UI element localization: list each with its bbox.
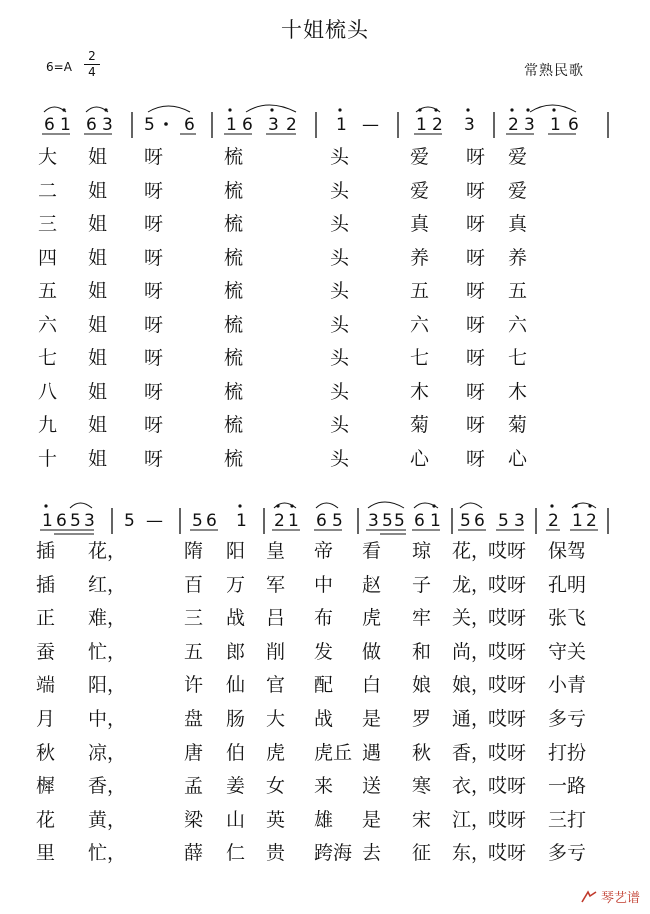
lyric-syllable: 是 [362,808,382,831]
verse-line [0,448,650,478]
svg-text:2: 2 [548,511,559,531]
svg-text:1: 1 [572,511,583,531]
lyric-syllable: 爱 [508,179,528,202]
lyric-syllable: 呀 [466,347,486,369]
lyric-syllable: 牢 [412,607,432,630]
lyric-syllable: 呀 [466,380,486,403]
lyric-syllable: 头 [330,280,350,302]
lyric-syllable: 头 [330,146,350,168]
verse-line [0,280,650,310]
svg-text:6: 6 [474,511,485,531]
verse-line [0,775,650,805]
lyric-syllable: 姐 [88,246,108,269]
verse-line [0,574,650,604]
lyric-syllable: 战 [314,708,334,730]
lyric-syllable: 正 [36,607,56,630]
lyric-syllable: 罗 [412,708,432,730]
lyric-syllable: 跨海 [314,842,353,865]
svg-text:5: 5 [144,115,155,135]
svg-text:3: 3 [268,115,279,135]
lyric-syllable: 头 [330,313,350,336]
lyric-syllable: 哎呀 [488,640,527,663]
lyric-syllable: 三打 [548,808,587,831]
lyric-syllable: 七 [38,347,58,369]
lyric-syllable: 万 [226,573,246,596]
verse-line [0,674,650,704]
lyric-syllable: 中， [88,708,127,730]
lyric-syllable: 梳 [224,179,244,202]
lyric-syllable: 虎丘 [314,741,353,764]
lyric-syllable: 来 [314,775,334,798]
lyric-syllable: 中 [314,573,334,596]
lyric-syllable: 守关 [548,640,587,663]
svg-text:6: 6 [242,115,253,135]
lyric-syllable: 东， [452,842,491,865]
lyric-syllable: 姐 [88,447,108,470]
lyric-syllable: 呀 [466,146,486,168]
lyric-syllable: 呀 [466,414,486,436]
lyric-syllable: 孟 [184,775,204,798]
lyric-syllable: 头 [330,447,350,470]
lyric-syllable: 发 [314,640,334,663]
lyric-syllable: 五 [38,280,58,302]
lyric-syllable: 五 [410,280,430,302]
key-signature: 6=A [46,60,72,74]
svg-text:1: 1 [236,511,247,531]
lyric-syllable: 张飞 [548,607,587,630]
staff-line-1 [20,98,630,148]
svg-text:2: 2 [274,511,285,531]
svg-text:3: 3 [102,115,113,135]
lyric-syllable: 难， [88,607,127,630]
svg-text:1: 1 [336,115,347,135]
lyric-syllable: 布 [314,607,334,630]
lyric-syllable: 龙， [452,573,491,596]
lyric-syllable: 六 [410,313,430,336]
lyric-syllable: 木 [508,380,528,403]
lyric-syllable: 去 [362,842,382,865]
svg-text:5: 5 [382,511,393,531]
lyric-syllable: 梳 [224,146,244,168]
lyric-syllable: 呀 [144,414,164,436]
lyric-syllable: 养 [410,246,430,269]
lyric-syllable: 呀 [466,246,486,269]
svg-text:3: 3 [524,115,535,135]
lyric-syllable: 伯 [226,741,246,764]
lyric-syllable: 尚， [452,640,491,663]
verse-line [0,146,650,176]
time-signature [84,50,100,79]
lyric-syllable: 呀 [144,179,164,202]
svg-text:1: 1 [550,115,561,135]
lyric-syllable: 头 [330,246,350,269]
lyric-syllable: 头 [330,213,350,235]
lyric-syllable: 菊 [508,414,528,436]
lyric-syllable: 吕 [266,607,286,630]
svg-text:1: 1 [430,511,441,531]
verse-line [0,708,650,738]
lyric-syllable: 皇 [266,540,286,562]
svg-text:6: 6 [184,115,195,135]
lyric-syllable: 心 [410,447,430,470]
lyric-syllable: 英 [266,808,286,831]
verse-line [0,540,650,570]
lyric-syllable: 忙， [88,842,127,865]
song-title: 十姐梳头 [281,18,369,42]
lyric-syllable: 黄， [88,808,127,831]
lyric-syllable: 姐 [88,179,108,202]
verse-line [0,607,650,637]
lyric-syllable: 真 [508,213,528,235]
lyric-syllable: 梳 [224,347,244,369]
lyric-syllable: 哎呀 [488,775,527,798]
svg-text:1: 1 [226,115,237,135]
meter-bottom: 4 [88,65,96,79]
lyric-syllable: 花， [88,540,127,562]
verse-line [0,180,650,210]
lyric-syllable: 木 [410,380,430,403]
lyric-syllable: 真 [410,213,430,235]
lyric-syllable: 贵 [266,842,286,865]
svg-text:2: 2 [508,115,519,135]
lyric-syllable: 关， [452,607,491,630]
lyric-syllable: 六 [38,313,58,336]
svg-text:5: 5 [394,511,405,531]
lyric-syllable: 呀 [144,380,164,403]
lyric-syllable: 子 [412,573,432,596]
lyric-syllable: 香， [452,741,491,764]
lyric-syllable: 姐 [88,213,108,235]
lyric-syllable: 保驾 [548,540,587,562]
lyric-syllable: 哎呀 [488,842,527,865]
lyric-syllable: 梳 [224,246,244,269]
lyric-syllable: 七 [508,347,528,369]
lyric-syllable: 花， [452,540,491,562]
svg-text:6: 6 [414,511,425,531]
svg-text:6: 6 [316,511,327,531]
lyric-syllable: 哎呀 [488,808,527,831]
lyric-syllable: 呀 [466,447,486,470]
lyric-syllable: 看 [362,540,382,562]
lyric-syllable: 呀 [466,213,486,235]
svg-text:6: 6 [44,115,55,135]
svg-text:5: 5 [192,511,203,531]
svg-text:1: 1 [42,511,53,531]
lyric-syllable: 十 [38,447,58,470]
svg-text:5: 5 [70,511,81,531]
lyric-syllable: 哎呀 [488,674,527,697]
svg-text:5: 5 [460,511,471,531]
lyric-syllable: 九 [38,414,58,436]
lyric-syllable: 梳 [224,447,244,470]
lyric-syllable: 香， [88,775,127,798]
lyric-syllable: 七 [410,347,430,369]
lyric-syllable: 小青 [548,674,587,697]
lyric-syllable: 插 [36,573,56,596]
watermark-text: 琴艺谱 [600,891,640,906]
lyric-syllable: 爱 [410,179,430,202]
svg-text:—: — [362,115,379,135]
lyric-syllable: 盘 [184,708,204,730]
watermark [580,887,640,906]
lyric-syllable: 孔明 [548,573,587,596]
lyric-syllable: 梳 [224,380,244,403]
lyric-syllable: 心 [508,447,528,470]
lyric-syllable: 女 [266,775,286,798]
svg-text:1: 1 [288,511,299,531]
lyric-syllable: 五 [184,640,204,663]
verse-line [0,414,650,444]
svg-text:2: 2 [586,511,597,531]
lyric-syllable: 削 [266,640,286,663]
lyric-syllable: 宋 [412,808,432,831]
lyric-syllable: 梳 [224,313,244,336]
svg-text:2: 2 [432,115,443,135]
verse-line [0,314,650,344]
svg-text:3: 3 [368,511,379,531]
lyric-syllable: 虎 [362,607,382,630]
svg-text:6: 6 [56,511,67,531]
lyric-syllable: 秋 [36,741,56,764]
lyric-syllable: 军 [266,573,286,596]
svg-text:1: 1 [416,115,427,135]
svg-text:5: 5 [332,511,343,531]
lyric-syllable: 忙， [88,640,127,663]
lyric-syllable: 配 [314,674,334,697]
svg-text:3: 3 [464,115,475,135]
lyric-syllable: 八 [38,380,58,403]
lyric-syllable: 是 [362,708,382,730]
composer-credit: 常熟民歌 [524,63,584,79]
lyric-syllable: 隋 [184,540,204,562]
svg-text:3: 3 [514,511,525,531]
lyric-syllable: 哎呀 [488,540,527,562]
lyric-syllable: 官 [266,674,286,697]
lyric-syllable: 养 [508,246,528,269]
lyric-syllable: 郎 [226,640,246,663]
lyric-syllable: 和 [412,640,432,663]
svg-text:3: 3 [84,511,95,531]
lyric-syllable: 雄 [314,808,334,831]
verse-line [0,842,650,872]
lyric-syllable: 娘 [412,674,432,697]
lyric-syllable: 里 [36,842,56,865]
lyric-syllable: 蚕 [36,640,56,663]
lyric-syllable: 红， [88,573,127,596]
lyric-syllable: 梁 [184,808,204,831]
lyric-syllable: 梳 [224,280,244,302]
lyric-syllable: 大 [266,708,286,730]
lyric-syllable: 爱 [410,146,430,168]
lyric-syllable: 呀 [144,313,164,336]
verse-line [0,381,650,411]
lyric-syllable: 肠 [226,708,246,730]
lyric-syllable: 呀 [144,447,164,470]
lyric-syllable: 哎呀 [488,607,527,630]
verse-line [0,809,650,839]
lyric-syllable: 白 [362,674,382,697]
lyric-syllable: 琼 [412,540,432,562]
lyric-syllable: 打扮 [548,741,587,764]
lyric-syllable: 梳 [224,414,244,436]
lyric-syllable: 呀 [144,246,164,269]
lyric-syllable: 百 [184,573,204,596]
lyric-syllable: 头 [330,179,350,202]
lyric-syllable: 梳 [224,213,244,235]
lyric-syllable: 大 [38,146,58,168]
lyric-syllable: 江， [452,808,491,831]
lyric-syllable: 寒 [412,775,432,798]
lyric-syllable: 哎呀 [488,708,527,730]
lyric-syllable: 多亏 [548,708,587,730]
lyric-syllable: 阳 [226,540,246,562]
verse-line [0,641,650,671]
lyric-syllable: 头 [330,380,350,403]
lyric-syllable: 凉， [88,741,127,764]
lyric-syllable: 娘， [452,674,491,697]
lyric-syllable: 哎呀 [488,573,527,596]
verse-line [0,347,650,377]
verse-line [0,213,650,243]
lyric-syllable: 姐 [88,380,108,403]
lyric-syllable: 衣， [452,775,491,798]
lyric-syllable: 姐 [88,313,108,336]
lyric-syllable: 樨 [36,775,56,798]
lyric-syllable: 仁 [226,842,246,865]
lyric-syllable: 三 [184,607,204,630]
svg-text:5: 5 [124,511,135,531]
lyric-syllable: 呀 [466,313,486,336]
svg-text:5: 5 [498,511,509,531]
svg-text:—: — [146,511,163,531]
lyric-syllable: 呀 [144,146,164,168]
lyric-syllable: 遇 [362,741,382,764]
lyric-syllable: 阳， [88,674,127,697]
lyric-syllable: 战 [226,607,246,630]
verse-line [0,742,650,772]
lyric-syllable: 呀 [144,347,164,369]
notation-svg-2 [20,494,630,544]
lyric-syllable: 菊 [410,414,430,436]
staff-line-2 [20,494,630,544]
lyric-syllable: 五 [508,280,528,302]
lyric-syllable: 一路 [548,775,587,798]
watermark-logo-icon [580,890,598,904]
svg-text:2: 2 [286,115,297,135]
lyric-syllable: 薛 [184,842,204,865]
lyric-syllable: 月 [36,708,56,730]
lyric-syllable: 端 [36,674,56,697]
lyric-syllable: 征 [412,842,432,865]
lyric-syllable: 呀 [144,280,164,302]
lyric-syllable: 许 [184,674,204,697]
verse-line [0,247,650,277]
meter-top: 2 [88,49,96,63]
lyric-syllable: 姜 [226,775,246,798]
lyric-syllable: 送 [362,775,382,798]
lyric-syllable: 秋 [412,741,432,764]
notation-svg-1 [20,98,630,148]
lyric-syllable: 唐 [184,741,204,764]
lyric-syllable: 姐 [88,280,108,302]
lyric-syllable: 花 [36,808,56,831]
lyric-syllable: 仙 [226,674,246,697]
lyric-syllable: 姐 [88,146,108,168]
lyric-syllable: 四 [38,246,58,269]
svg-text:6: 6 [206,511,217,531]
lyric-syllable: 呀 [466,280,486,302]
lyric-syllable: 姐 [88,347,108,369]
lyric-syllable: 多亏 [548,842,587,865]
lyric-syllable: 赵 [362,573,382,596]
lyric-syllable: 头 [330,414,350,436]
lyric-syllable: 插 [36,540,56,562]
lyric-syllable: 头 [330,347,350,369]
lyric-syllable: 呀 [144,213,164,235]
lyric-syllable: 姐 [88,414,108,436]
lyric-syllable: 爱 [508,146,528,168]
lyric-syllable: 哎呀 [488,741,527,764]
lyric-syllable: 虎 [266,741,286,764]
lyric-syllable: 三 [38,213,58,235]
svg-text:1: 1 [60,115,71,135]
lyric-syllable: 山 [226,808,246,831]
svg-text:6: 6 [568,115,579,135]
lyric-syllable: 呀 [466,179,486,202]
lyric-syllable: 六 [508,313,528,336]
lyric-syllable: 做 [362,640,382,663]
svg-text:6: 6 [86,115,97,135]
lyric-syllable: 二 [38,179,58,202]
lyric-syllable: 帝 [314,540,334,562]
lyric-syllable: 通， [452,708,491,730]
